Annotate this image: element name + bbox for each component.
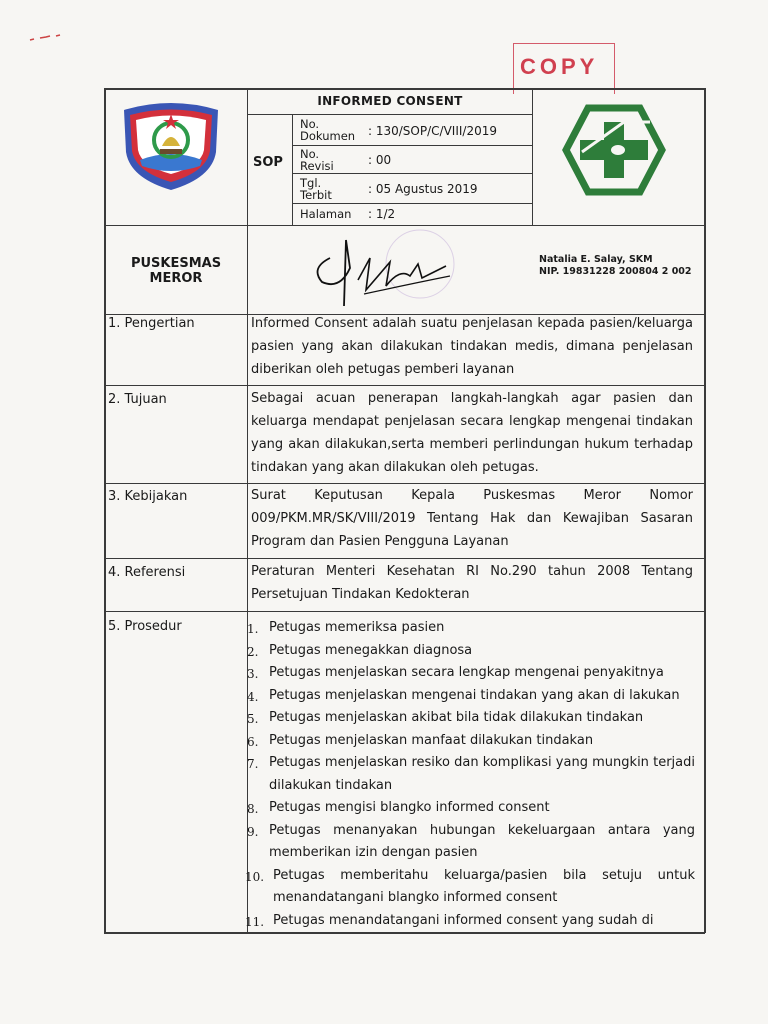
procedure-step: 9. Petugas menanyakan hubungan kekeluargaan antara yang memberikan izin dengan pasien — [247, 822, 695, 860]
meta-label-dokumen: No. Dokumen — [300, 117, 356, 143]
procedure-step: 2. Petugas menegakkan diagnosa — [247, 642, 473, 659]
organization-name — [106, 256, 246, 286]
signature — [300, 228, 470, 312]
meta-value-dokumen: : 130/SOP/C/VIII/2019 — [368, 124, 497, 138]
procedure-steps — [243, 617, 695, 932]
section-text-tujuan: Sebagai acuan penerapan langkah-langkah agar pasien dan keluarga mendapat penjelasan secara lengkap mengenai tindakan yang akan dilakukan,serta memberi perlindungan hukum terhadap tindakan yang akan dilakukan oleh petugas. — [251, 391, 693, 475]
copy-stamp — [513, 43, 615, 94]
organization-line1: PUSKESMAS — [130, 256, 222, 271]
section-label-tujuan: 2. Tujuan — [108, 392, 167, 407]
sop-label: SOP — [253, 155, 283, 170]
procedure-step: 5. Petugas menjelaskan akibat bila tidak dilakukan tindakan — [247, 710, 644, 726]
procedure-step: 11. Petugas menandatangani informed consent yang sudah di — [245, 912, 654, 929]
document-title: INFORMED CONSENT — [317, 94, 463, 108]
official-block — [539, 254, 692, 278]
pen-mark — [28, 30, 68, 44]
section-text-referensi: Peraturan Menteri Kesehatan RI No.290 tahun 2008 Tentang Persetujuan Tindakan Kedokteran — [251, 564, 693, 602]
procedure-step: 6. Petugas menjelaskan manfaat dilakukan tindakan — [247, 732, 594, 749]
procedure-step: 4. Petugas menjelaskan mengenai tindakan yang akan di lakukan — [247, 687, 680, 704]
official-name: Natalia E. Salay, SKM — [539, 254, 653, 265]
procedure-step: 3. Petugas menjelaskan secara lengkap mengenai penyakitnya — [247, 665, 664, 681]
section-label-prosedur: 5. Prosedur — [108, 619, 182, 634]
procedure-step: 8. Petugas mengisi blangko informed consent — [247, 800, 550, 816]
procedure-step: 10. Petugas memberitahu keluarga/pasien bila setuju untuk menandatangani blangko informed consent — [245, 867, 695, 905]
meta-value-halaman: : 1/2 — [368, 207, 396, 221]
official-nip: NIP. 19831228 200804 2 002 — [539, 266, 692, 277]
copy-stamp-text: COPY — [520, 54, 599, 79]
meta-value-terbit: : 05 Agustus 2019 — [368, 182, 478, 196]
meta-label-halaman: Halaman — [300, 207, 352, 221]
regency-emblem — [116, 102, 226, 192]
section-text-pengertian: Informed Consent adalah suatu penjelasan kepada pasien/keluarga pasien yang akan dilakukan tindakan medis, dimana penjelasan diberikan oleh petugas pemberi layanan — [251, 316, 693, 377]
puskesmas-logo — [562, 104, 666, 196]
organization-line2: MEROR — [149, 271, 203, 286]
section-label-kebijakan: 3. Kebijakan — [108, 489, 188, 504]
meta-label-terbit: Tgl. Terbit — [300, 176, 332, 202]
section-text-kebijakan: Surat Keputusan Kepala Puskesmas Meror Nomor 009/PKM.MR/SK/VIII/2019 Tentang Hak dan Kewajiban Sasaran Program dan Pasien Pengguna Layanan — [251, 488, 693, 549]
procedure-step: 7. Petugas menjelaskan resiko dan komplikasi yang mungkin terjadi dilakukan tindakan — [247, 755, 695, 793]
section-label-referensi: 4. Referensi — [108, 565, 186, 580]
section-label-pengertian: 1. Pengertian — [108, 316, 195, 331]
meta-label-revisi: No. Revisi — [300, 147, 334, 173]
meta-value-revisi: : 00 — [368, 153, 392, 167]
procedure-step: 1. Petugas memeriksa pasien — [247, 620, 445, 636]
